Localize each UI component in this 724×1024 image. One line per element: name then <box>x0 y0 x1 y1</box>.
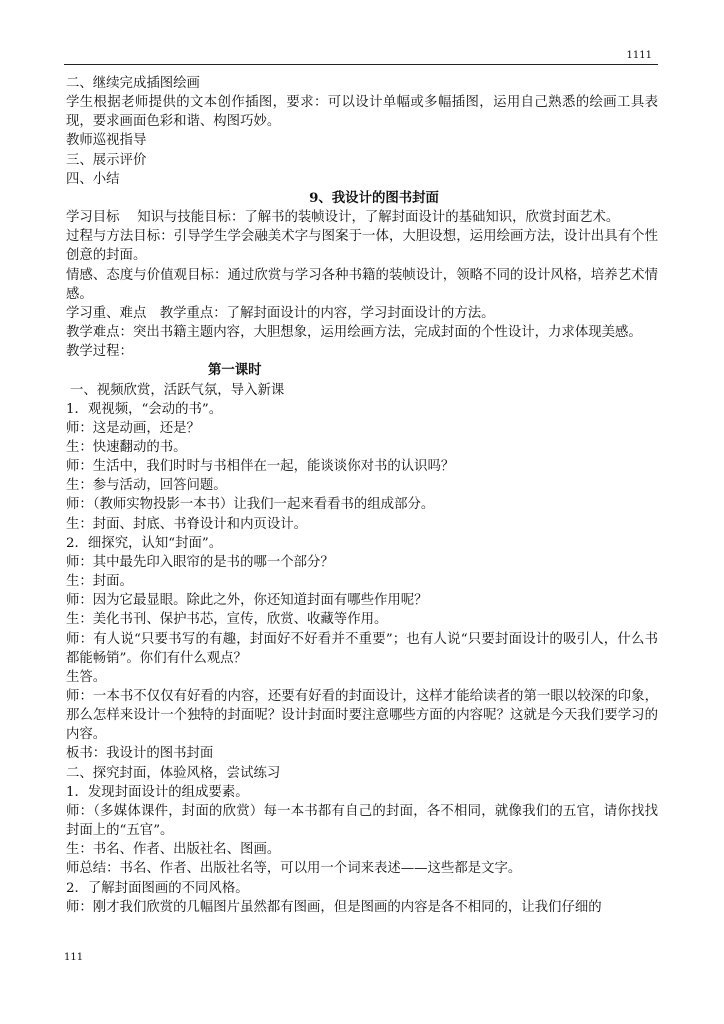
paragraph: 情感、态度与价值观目标：通过欣赏与学习各种书籍的装帧设计，领略不同的设计风格，培养艺术情感。 <box>66 267 658 302</box>
paragraph: 1．观视频，“会动的书”。 <box>66 401 223 417</box>
paragraph: 1．发现封面设计的组成要素。 <box>66 784 249 800</box>
paragraph: 教学难点：突出书籍主题内容，大胆想象，运用绘画方法，完成封面的个性设计，力求体现美感。 <box>66 325 642 341</box>
paragraph: 学习目标 知识与技能目标：了解书的装帧设计，了解封面设计的基础知识，欣赏封面艺术。 <box>66 210 620 226</box>
section-heading: 一、视频欣赏，活跃气氛，导入新课 <box>70 382 285 398</box>
paragraph: 学生根据老师提供的文本创作插图，要求：可以设计单幅或多幅插图，运用自己熟悉的绘画工具表现，要求画面色彩和谐、构图巧妙。 <box>66 95 658 130</box>
dialogue-line: 师：有人说“只要书写的有趣，封面好不好看并不重要”；也有人说“只要封面设计的吸引人，什么书都能畅销”。你们有什么观点？ <box>66 631 658 666</box>
dialogue-line: 师：（教师实物投影一本书）让我们一起来看看书的组成部分。 <box>66 497 435 513</box>
dialogue-line: 生答。 <box>66 669 107 685</box>
dialogue-line: 生：快速翻动的书。 <box>66 439 187 455</box>
document-body <box>66 74 658 917</box>
paragraph: 教学过程： <box>66 344 133 360</box>
board-note: 板书：我设计的图书封面 <box>66 746 214 762</box>
lesson-period-heading: 第一课时 <box>208 362 262 379</box>
dialogue-line: 师：因为它最显眼。除此之外，你还知道封面有哪些作用呢？ <box>66 593 428 609</box>
paragraph: 教师巡视指导 <box>66 133 147 149</box>
dialogue-line: 师：（多媒体课件，封面的欣赏）每一本书都有自己的封面，各不相同，就像我们的五官，请你找找封面上的“五官”。 <box>66 803 658 839</box>
paragraph: 学习重、难点 教学重点：了解封面设计的内容，学习封面设计的方法。 <box>66 305 495 321</box>
dialogue-line: 师：一本书不仅仅有好看的内容，还要有好看的封面设计，这样才能给读者的第一眼以较深的印象，那么怎样来设计一个独特的封面呢？设计封面时要注意哪些方面的内容呢？这就是今天我们要学习的内容。 <box>66 689 658 743</box>
section-heading: 二、继续完成插图绘画 <box>66 76 200 91</box>
dialogue-line: 生：书名、作者、出版社名、图画。 <box>66 842 281 858</box>
dialogue-line: 师总结：书名、作者、出版社名等，可以用一个词来表述——这些都是文字。 <box>66 861 522 877</box>
dialogue-line: 师：生活中，我们时时与书相伴在一起，能谈谈你对书的认识吗？ <box>66 459 455 475</box>
dialogue-line: 师：这是动画，还是？ <box>66 420 200 436</box>
header-rule <box>64 64 658 65</box>
section-heading: 三、展示评价 <box>66 152 147 168</box>
header-page-number: 1111 <box>626 50 652 61</box>
paragraph: 2．了解封面图画的不同风格。 <box>66 880 249 896</box>
paragraph: 过程与方法目标：引导学生学会融美术字与图案于一体，大胆设想，运用绘画方法，设计出具有个性创意的封面。 <box>66 229 658 264</box>
lesson-title: 9、我设计的图书封面 <box>309 189 439 206</box>
dialogue-line: 师：其中最先印入眼帘的是书的哪一个部分？ <box>66 554 334 570</box>
dialogue-line: 生：封面。 <box>66 574 133 590</box>
footer-page-number: 111 <box>64 952 84 963</box>
paragraph: 2．细探究，认知“封面”。 <box>66 535 223 551</box>
section-heading: 四、小结 <box>66 171 120 187</box>
dialogue-line: 师：刚才我们欣赏的几幅图片虽然都有图画，但是图画的内容是各不相同的，让我们仔细的 <box>66 899 602 915</box>
dialogue-line: 生：美化书刊、保护书芯，宣传，欣赏、收藏等作用。 <box>66 612 388 628</box>
dialogue-line: 生：参与活动，回答问题。 <box>66 478 227 494</box>
section-heading: 二、探究封面，体验风格，尝试练习 <box>66 765 281 781</box>
dialogue-line: 生：封面、封底、书脊设计和内页设计。 <box>66 516 308 532</box>
